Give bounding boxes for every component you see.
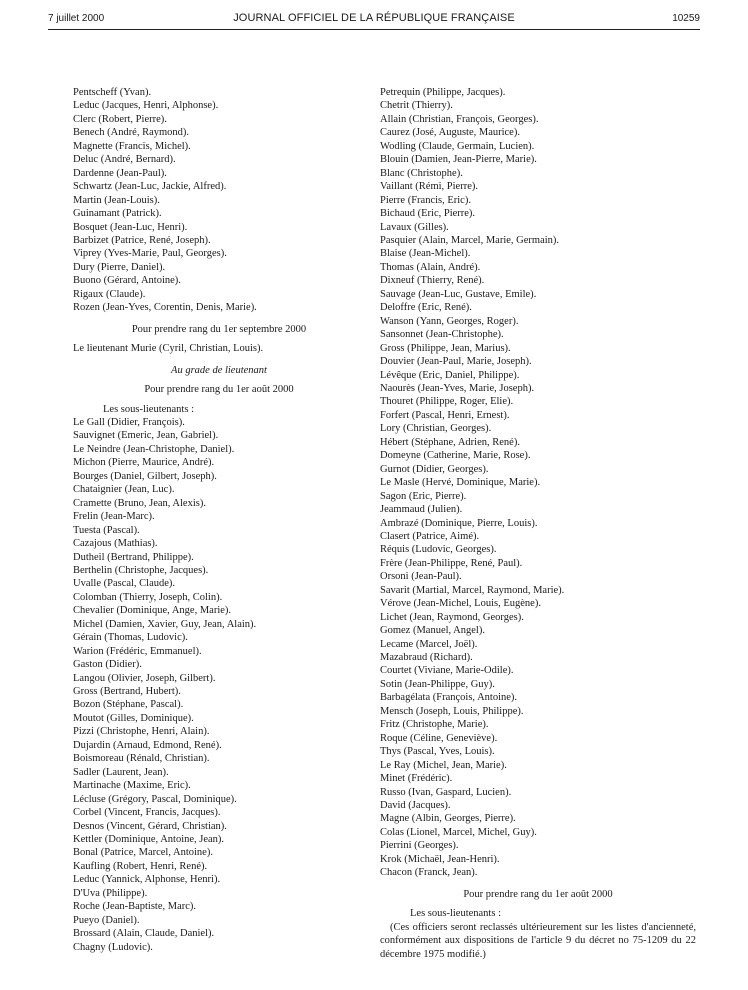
name-entry: Colas (Lionel, Marcel, Michel, Guy). xyxy=(380,826,537,838)
name-entry: Dury (Pierre, Daniel). xyxy=(73,261,166,273)
name-entry: Forfert (Pascal, Henri, Ernest). xyxy=(380,409,510,421)
name-entry: Fritz (Christophe, Marie). xyxy=(380,719,489,731)
name-entry: Rozen (Jean-Yves, Corentin, Denis, Marie). xyxy=(73,302,257,314)
name-entry: Gross (Philippe, Jean, Marius). xyxy=(380,342,511,354)
sous-lieutenants-label-right: Les sous-lieutenants : xyxy=(410,908,501,920)
name-entry: Viprey (Yves-Marie, Paul, Georges). xyxy=(73,248,227,260)
name-entry: Caurez (José, Auguste, Maurice). xyxy=(380,127,520,139)
name-entry: Le Gall (Didier, François). xyxy=(73,416,185,428)
name-entry: Wanson (Yann, Georges, Roger). xyxy=(380,315,519,327)
name-list-b xyxy=(73,416,365,954)
name-entry: Uvalle (Pascal, Claude). xyxy=(73,578,176,590)
name-entry: Lévêque (Eric, Daniel, Philippe). xyxy=(380,369,520,381)
name-entry: Chagny (Ludovic). xyxy=(73,941,153,953)
name-entry: Petrequin (Philippe, Jacques). xyxy=(380,87,506,98)
name-entry: Orsoni (Jean-Paul). xyxy=(380,571,462,583)
name-entry: Colomban (Thierry, Joseph, Colin). xyxy=(73,591,223,603)
name-entry: Berthelin (Christophe, Jacques). xyxy=(73,564,209,576)
name-entry: Pasquier (Alain, Marcel, Marie, Germain). xyxy=(380,234,560,246)
name-entry: Frelin (Jean-Marc). xyxy=(73,511,155,523)
name-entry: Schwartz (Jean-Luc, Jackie, Alfred). xyxy=(73,181,227,193)
name-entry: Gurnot (Didier, Georges). xyxy=(380,463,489,475)
name-entry: Thys (Pascal, Yves, Louis). xyxy=(380,746,495,758)
name-entry: Bozon (Stéphane, Pascal). xyxy=(73,699,184,711)
rank-date-august-right: Pour prendre rang du 1er août 2000 xyxy=(463,888,613,900)
name-entry: Roche (Jean-Baptiste, Marc). xyxy=(73,901,197,913)
name-entry: Gaston (Didier). xyxy=(73,659,142,671)
name-entry: Leduc (Jacques, Henri, Alphonse). xyxy=(73,100,219,112)
name-entry: Kaufling (Robert, Henri, René). xyxy=(73,860,208,872)
name-entry: Hébert (Stéphane, Adrien, René). xyxy=(380,436,520,448)
name-entry: Thomas (Alain, André). xyxy=(380,261,481,273)
left-column xyxy=(73,86,365,954)
name-entry: Dardenne (Jean-Paul). xyxy=(73,167,167,179)
header-title: JOURNAL OFFICIEL DE LA RÉPUBLIQUE FRANÇAISE xyxy=(233,12,515,24)
name-entry: Courtet (Viviane, Marie-Odile). xyxy=(380,665,514,677)
name-entry: Desnos (Vincent, Gérard, Christian). xyxy=(73,820,227,832)
name-entry: Allain (Christian, François, Georges). xyxy=(380,113,539,125)
name-entry: Pierre (Francis, Eric). xyxy=(380,194,471,206)
name-entry: Gomez (Manuel, Angel). xyxy=(380,625,485,637)
name-list-a xyxy=(73,86,365,315)
name-entry: Benech (André, Raymond). xyxy=(73,127,190,139)
name-entry: Domeyne (Catherine, Marie, Rose). xyxy=(380,450,531,462)
name-entry: Dixneuf (Thierry, René). xyxy=(380,275,485,287)
name-entry: Naourès (Jean-Yves, Marie, Joseph). xyxy=(380,382,535,394)
header-page-number: 10259 xyxy=(672,13,700,24)
name-entry: Deluc (André, Bernard). xyxy=(73,154,176,166)
name-entry: D'Uva (Philippe). xyxy=(73,887,148,899)
name-entry: Warion (Frédéric, Emmanuel). xyxy=(73,645,202,657)
name-entry: Bichaud (Eric, Pierre). xyxy=(380,208,476,220)
name-entry: Lory (Christian, Georges). xyxy=(380,423,492,435)
name-entry: Guinamant (Patrick). xyxy=(73,208,162,220)
name-entry: Clerc (Robert, Pierre). xyxy=(73,113,167,125)
sous-lieutenants-label: Les sous-lieutenants : xyxy=(103,403,194,415)
name-entry: Ambrazé (Dominique, Pierre, Louis). xyxy=(380,517,538,529)
name-entry: Kettler (Dominique, Antoine, Jean). xyxy=(73,834,225,846)
name-entry: Rigaux (Claude). xyxy=(73,288,146,300)
header-date: 7 juillet 2000 xyxy=(48,13,105,24)
name-entry: Minet (Frédéric). xyxy=(380,773,453,785)
name-entry: Bonal (Patrice, Marcel, Antoine). xyxy=(73,847,213,859)
name-entry: Dutheil (Bertrand, Philippe). xyxy=(73,551,194,563)
name-entry: Sauvage (Jean-Luc, Gustave, Emile). xyxy=(380,288,537,300)
name-entry: Douvier (Jean-Paul, Marie, Joseph). xyxy=(380,356,532,368)
name-entry: Tuesta (Pascal). xyxy=(73,524,140,536)
name-entry: Le Ray (Michel, Jean, Marie). xyxy=(380,759,507,771)
name-entry: Blanc (Christophe). xyxy=(380,167,463,179)
name-entry: Vérove (Jean-Michel, Louis, Eugène). xyxy=(380,598,541,610)
name-entry: Le Masle (Hervé, Dominique, Marie). xyxy=(380,477,541,489)
reclassification-note: (Ces officiers seront reclassés ultérieurement sur les listes d'ancienneté, conformément aux dispositions de l'article 9 du décret no 75-1209 du 22 décembre 1975 modifié.) xyxy=(380,921,696,960)
name-entry: Pierrini (Georges). xyxy=(380,840,459,852)
name-entry: Le Neindre (Jean-Christophe, Daniel). xyxy=(73,443,235,455)
name-entry: Chacon (Franck, Jean). xyxy=(380,867,478,879)
name-entry: Sagon (Eric, Pierre). xyxy=(380,490,467,502)
name-entry: David (Jacques). xyxy=(380,800,451,812)
name-entry: Buono (Gérard, Antoine). xyxy=(73,275,181,287)
name-entry: Thouret (Philippe, Roger, Elie). xyxy=(380,396,514,408)
name-entry: Blaise (Jean-Michel). xyxy=(380,248,471,260)
name-entry: Réquis (Ludovic, Georges). xyxy=(380,544,497,556)
name-entry: Frère (Jean-Philippe, René, Paul). xyxy=(380,557,523,569)
name-entry: Langou (Olivier, Joseph, Gilbert). xyxy=(73,672,216,684)
name-entry: Chataignier (Jean, Luc). xyxy=(73,484,175,496)
rank-date-august: Pour prendre rang du 1er août 2000 xyxy=(144,384,294,396)
name-entry: Sansonnet (Jean-Christophe). xyxy=(380,329,504,341)
name-entry: Dujardin (Arnaud, Edmond, René). xyxy=(73,739,222,751)
name-entry: Krok (Michaël, Jean-Henri). xyxy=(380,853,500,865)
name-entry: Lecame (Marcel, Joël). xyxy=(380,638,478,650)
name-entry: Pentscheff (Yvan). xyxy=(73,87,152,98)
name-entry: Magnette (Francis, Michel). xyxy=(73,140,191,152)
name-entry: Mazabraud (Richard). xyxy=(380,652,473,664)
name-entry: Wodling (Claude, Germain, Lucien). xyxy=(380,140,535,152)
name-entry: Michon (Pierre, Maurice, André). xyxy=(73,457,215,469)
name-entry: Pizzi (Christophe, Henri, Alain). xyxy=(73,726,210,738)
name-list-c xyxy=(380,86,696,880)
name-entry: Cazajous (Mathias). xyxy=(73,538,158,550)
name-entry: Chetrit (Thierry). xyxy=(380,100,453,112)
name-entry: Martinache (Maxime, Eric). xyxy=(73,780,191,792)
name-entry: Sotin (Jean-Philippe, Guy). xyxy=(380,678,495,690)
name-entry: Michel (Damien, Xavier, Guy, Jean, Alain). xyxy=(73,618,257,630)
grade-heading: Au grade de lieutenant xyxy=(171,364,267,376)
name-entry: Savarit (Martial, Marcel, Raymond, Marie). xyxy=(380,584,565,596)
page-header xyxy=(48,7,700,30)
name-entry: Boismoreau (Rénald, Christian). xyxy=(73,753,210,765)
name-entry: Bourges (Daniel, Gilbert, Joseph). xyxy=(73,470,217,482)
name-entry: Barbagélata (François, Antoine). xyxy=(380,692,518,704)
name-entry: Pueyo (Daniel). xyxy=(73,914,140,926)
name-entry: Lécluse (Grégory, Pascal, Dominique). xyxy=(73,793,237,805)
name-entry: Jeammaud (Julien). xyxy=(380,504,463,516)
name-entry: Moutot (Gilles, Dominique). xyxy=(73,712,194,724)
name-entry: Russo (Ivan, Gaspard, Lucien). xyxy=(380,786,512,798)
name-entry: Gérain (Thomas, Ludovic). xyxy=(73,632,188,644)
name-entry: Lichet (Jean, Raymond, Georges). xyxy=(380,611,524,623)
name-entry: Martin (Jean-Louis). xyxy=(73,194,160,206)
name-entry: Leduc (Yannick, Alphonse, Henri). xyxy=(73,874,221,886)
name-entry: Magne (Albin, Georges, Pierre). xyxy=(380,813,516,825)
name-entry: Gross (Bertrand, Hubert). xyxy=(73,686,181,698)
name-entry: Vaillant (Rémi, Pierre). xyxy=(380,181,478,193)
name-entry: Sauvignet (Emeric, Jean, Gabriel). xyxy=(73,430,219,442)
rank-date-september: Pour prendre rang du 1er septembre 2000 xyxy=(131,323,307,335)
name-entry: Lavaux (Gilles). xyxy=(380,221,449,233)
name-entry: Cramette (Bruno, Jean, Alexis). xyxy=(73,497,206,509)
name-entry: Blouin (Damien, Jean-Pierre, Marie). xyxy=(380,154,537,166)
name-entry: Chevalier (Dominique, Ange, Marie). xyxy=(73,605,232,617)
name-entry: Clasert (Patrice, Aimé). xyxy=(380,530,480,542)
name-entry: Barbizet (Patrice, René, Joseph). xyxy=(73,234,211,246)
name-entry: Sadler (Laurent, Jean). xyxy=(73,766,169,778)
name-entry: Bosquet (Jean-Luc, Henri). xyxy=(73,221,188,233)
name-entry: Mensch (Joseph, Louis, Philippe). xyxy=(380,705,524,717)
name-entry: Deloffre (Eric, René). xyxy=(380,302,472,314)
name-entry: Roque (Céline, Geneviève). xyxy=(380,732,498,744)
lieutenant-entry: Le lieutenant Murie (Cyril, Christian, Louis). xyxy=(73,343,264,355)
name-entry: Corbel (Vincent, Francis, Jacques). xyxy=(73,807,221,819)
name-entry: Brossard (Alain, Claude, Daniel). xyxy=(73,928,215,940)
right-column xyxy=(380,86,696,961)
